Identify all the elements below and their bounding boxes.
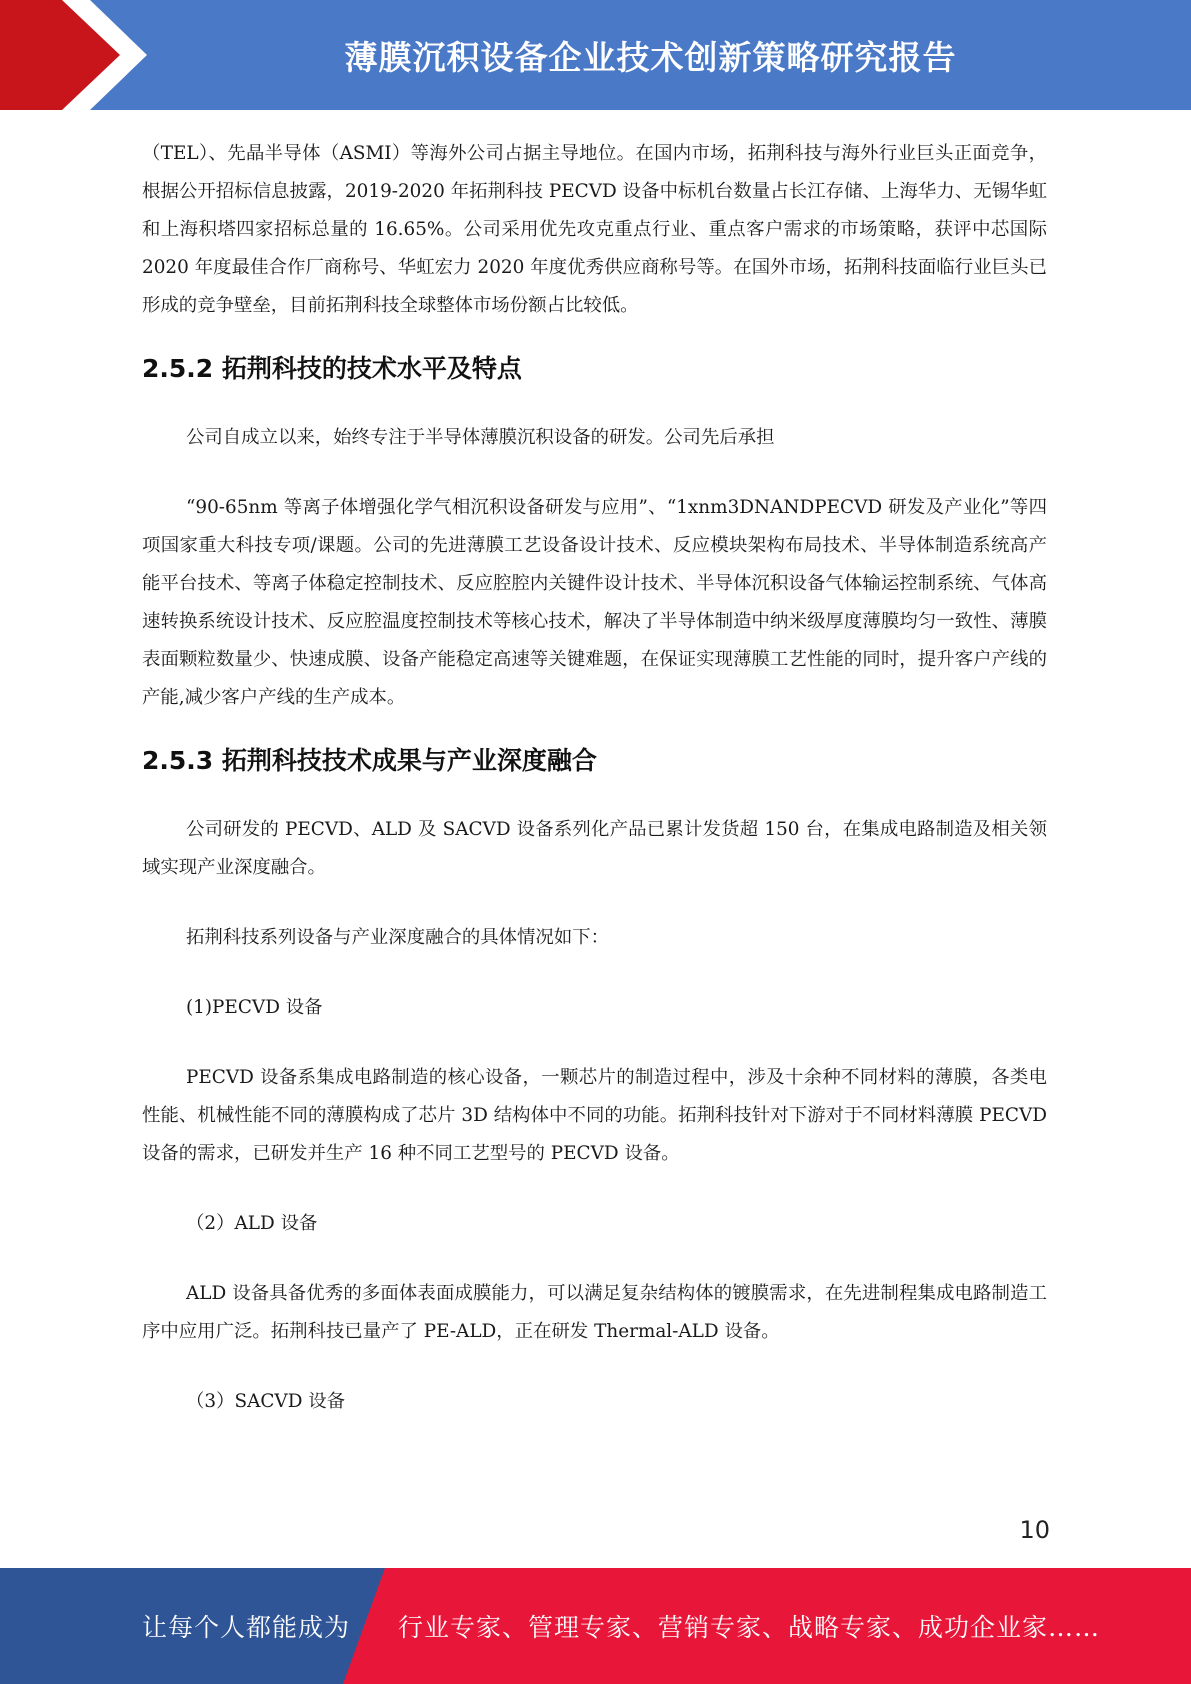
paragraph-ald: ALD 设备具备优秀的多面体表面成膜能力，可以满足复杂结构体的镀膜需求，在先进制程集成电路制造工序中应用广泛。拓荆科技已量产了 PE-ALD，正在研发 Thermal-ALD 设备。 — [142, 1283, 1047, 1342]
page-header — [0, 0, 1191, 110]
page-number: 10 — [1019, 1516, 1050, 1544]
paragraph-integration-intro: 拓荆科技系列设备与产业深度融合的具体情况如下： — [186, 927, 609, 948]
document-body — [142, 135, 1047, 1421]
section-heading-2-5-2: 2.5.2 拓荆科技的技术水平及特点 — [142, 354, 522, 383]
section-heading-2-5-3: 2.5.3 拓荆科技技术成果与产业深度融合 — [142, 746, 597, 775]
footer-slogan-left: 让每个人都能成为 — [142, 1613, 351, 1642]
paragraph-market: （TEL）、先晶半导体（ASMI）等海外公司占据主导地位。在国内市场，拓荆科技与海外行业巨头正面竞争，根据公开招标信息披露，2019-2020 年拓荆科技 PECVD 设备中标机台数量占长江存储、上海华力、无锡华虹和上海积塔四家招标总量的 16.65%。公司采用优先攻克重点行业、重点客户需求的市场策略，获评中芯国际 2020 年度最佳合作厂商称号、华虹宏力 2020 年度优秀供应商称号等。在国外市场，拓荆科技面临行业巨头已形成的竞争壁垒，目前拓荆科技全球整体市场份额占比较低。 — [142, 143, 1047, 316]
header-arrow-icon — [0, 0, 160, 110]
subheading-ald: （2）ALD 设备 — [186, 1213, 318, 1234]
paragraph-rnd-focus: 公司自成立以来，始终专注于半导体薄膜沉积设备的研发。公司先后承担 — [186, 427, 775, 448]
paragraph-products: 公司研发的 PECVD、ALD 及 SACVD 设备系列化产品已累计发货超 150 台，在集成电路制造及相关领域实现产业深度融合。 — [142, 819, 1047, 878]
subheading-sacvd: （3）SACVD 设备 — [186, 1391, 346, 1412]
footer-slogan-right: 行业专家、管理专家、营销专家、战略专家、成功企业家…… — [398, 1613, 1101, 1642]
paragraph-technology: “90-65nm 等离子体增强化学气相沉积设备研发与应用”、“1xnm3DNANDPECVD 研发及产业化”等四项国家重大科技专项/课题。公司的先进薄膜工艺设备设计技术、反应模块架构布局技术、半导体制造系统高产能平台技术、等离子体稳定控制技术、反应腔腔内关键件设计技术、半导体沉积设备气体输运控制系统、气体高速转换系统设计技术、反应腔温度控制技术等核心技术，解决了半导体制造中纳米级厚度薄膜均匀一致性、薄膜表面颗粒数量少、快速成膜、设备产能稳定高速等关键难题，在保证实现薄膜工艺性能的同时，提升客户产线的产能,减少客户产线的生产成本。 — [142, 497, 1047, 708]
page-footer — [0, 1568, 1191, 1684]
header-title: 薄膜沉积设备企业技术创新策略研究报告 — [344, 37, 957, 77]
paragraph-pecvd: PECVD 设备系集成电路制造的核心设备，一颗芯片的制造过程中，涉及十余种不同材料的薄膜，各类电性能、机械性能不同的薄膜构成了芯片 3D 结构体中不同的功能。拓荆科技针对下游对于不同材料薄膜 PECVD 设备的需求，已研发并生产 16 种不同工艺型号的 PECVD 设备。 — [142, 1067, 1047, 1164]
subheading-pecvd: (1)PECVD 设备 — [186, 997, 323, 1018]
